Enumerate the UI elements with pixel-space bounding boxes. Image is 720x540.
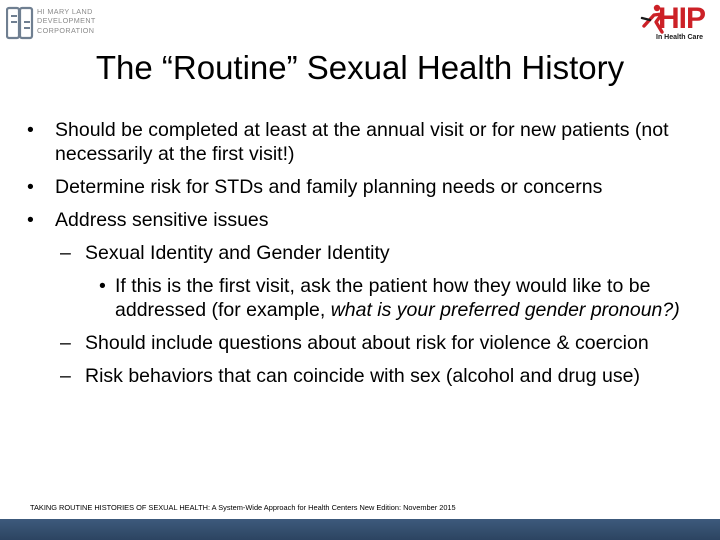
organization-logo xyxy=(6,4,126,40)
organization-logo-mark-icon xyxy=(6,6,34,40)
organization-name-line: HI MARY LAND xyxy=(37,7,93,16)
bullet-text: Should be completed at least at the annual visit or for new patients (not necessarily at the first visit!) xyxy=(55,119,669,165)
sub-bullet-marker: – xyxy=(60,332,71,354)
slide-title: The “Routine” Sexual Health History xyxy=(95,49,625,86)
footer-bar xyxy=(0,519,720,540)
bullet-text: Determine risk for STDs and family planning needs or concerns xyxy=(55,176,603,198)
slide-body xyxy=(26,118,696,397)
bullet-item xyxy=(26,208,696,232)
bullet-item xyxy=(26,175,696,199)
sub-bullet-item xyxy=(26,241,696,265)
sub-sub-bullet-text-plain: If this is the first visit, ask the patient how they would like to be addressed (for example, xyxy=(115,275,651,321)
sub-sub-bullet-item xyxy=(26,274,696,322)
hip-logo xyxy=(640,2,716,46)
sub-bullet-item xyxy=(26,331,696,355)
sub-bullet-marker: – xyxy=(60,242,71,264)
bullet-item xyxy=(26,118,696,166)
bullet-marker: • xyxy=(27,119,34,141)
sub-bullet-text: Sexual Identity and Gender Identity xyxy=(85,242,390,264)
sub-bullet-text: Should include questions about about risk for violence & coercion xyxy=(85,332,649,354)
bullet-text: Address sensitive issues xyxy=(55,209,269,231)
sub-bullet-marker: – xyxy=(60,365,71,387)
organization-name xyxy=(37,7,129,35)
sub-sub-bullet-text-italic: what is your preferred gender pronoun?) xyxy=(330,299,680,321)
source-citation: TAKING ROUTINE HISTORIES OF SEXUAL HEALTH: A System-Wide Approach for Health Centers New Edition: November 2015 xyxy=(30,503,456,512)
sub-sub-bullet-marker: • xyxy=(99,275,106,297)
hip-logo-tagline: In Health Care xyxy=(656,34,704,41)
sub-sub-bullet-text xyxy=(115,274,696,322)
bullet-marker: • xyxy=(27,209,34,231)
organization-name-line: CORPORATION xyxy=(37,25,95,35)
bullet-marker: • xyxy=(27,176,34,198)
sub-bullet-text: Risk behaviors that can coincide with sex (alcohol and drug use) xyxy=(85,365,640,387)
hip-logo-word: HIP xyxy=(658,2,706,35)
organization-name-line: DEVELOPMENT xyxy=(37,16,96,26)
sub-bullet-item xyxy=(26,364,696,388)
